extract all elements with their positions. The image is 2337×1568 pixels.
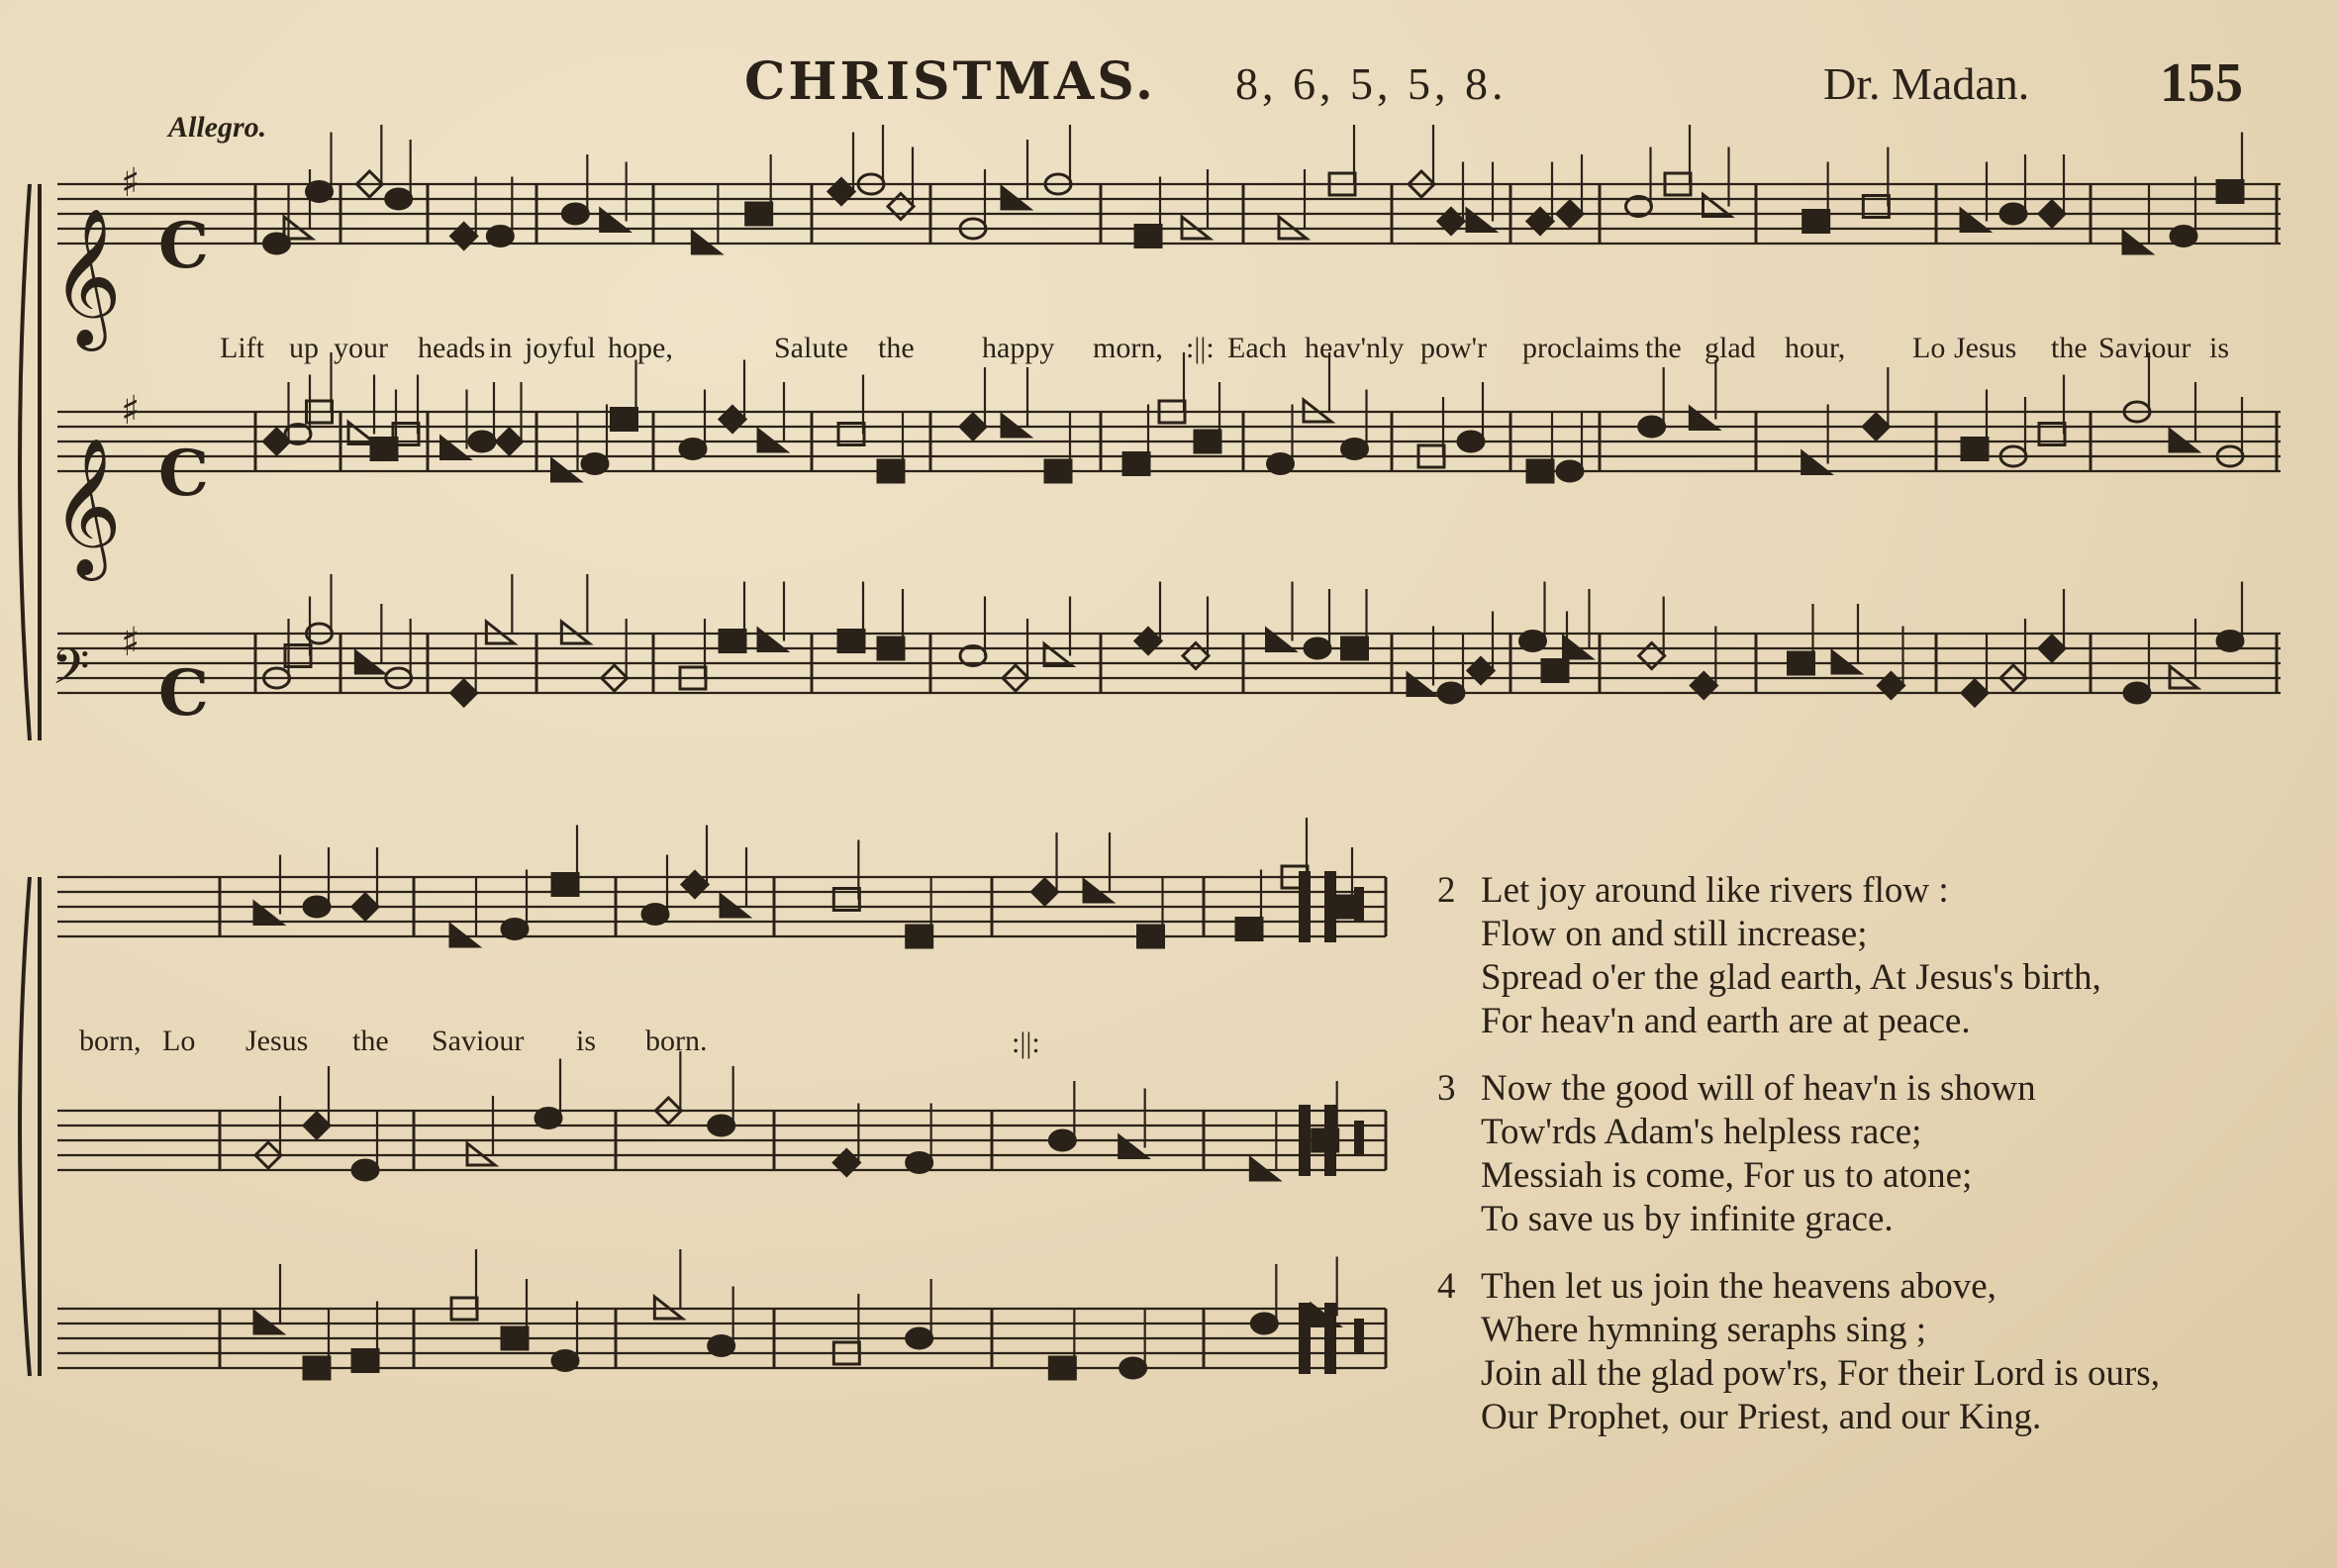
lyric-word: Lift bbox=[220, 332, 264, 364]
square-note bbox=[552, 874, 578, 896]
stanza-number: 3 bbox=[1437, 1068, 1456, 1109]
round-note bbox=[2217, 632, 2243, 651]
lyric-word: Each bbox=[1227, 332, 1287, 364]
treble-clef-icon: 𝄞 bbox=[51, 208, 122, 345]
round-note bbox=[907, 1328, 932, 1348]
stanza-line: Where hymning seraphs sing ; bbox=[1481, 1310, 1927, 1350]
diamond-note bbox=[960, 414, 986, 440]
diamond-note bbox=[497, 429, 523, 454]
hymn-meter: 8, 6, 5, 5, 8. bbox=[1235, 58, 1508, 109]
round-note bbox=[1342, 440, 1368, 459]
hymn-composer: Dr. Madan. bbox=[1823, 58, 2030, 109]
lyric-word: pow'r bbox=[1420, 332, 1488, 364]
lyric-word: Jesus bbox=[1954, 332, 2017, 364]
square-note bbox=[907, 926, 932, 947]
lyric-word: Lo bbox=[162, 1025, 196, 1057]
square-note bbox=[1342, 637, 1368, 659]
stanza-line: Spread o'er the glad earth, At Jesus's birth, bbox=[1481, 957, 2101, 998]
triangle-note bbox=[1267, 630, 1295, 651]
lyric-word: is bbox=[2209, 332, 2230, 364]
round-note bbox=[352, 1160, 378, 1180]
square-note bbox=[1138, 926, 1164, 947]
lyric-word: Saviour bbox=[432, 1025, 525, 1057]
square-note bbox=[2217, 181, 2243, 203]
round-note bbox=[680, 440, 706, 459]
square-note bbox=[1135, 226, 1161, 247]
common-time-icon: C bbox=[158, 437, 209, 511]
triangle-note bbox=[601, 210, 629, 232]
diamond-note bbox=[1557, 201, 1583, 227]
square-note bbox=[1195, 431, 1220, 452]
diamond-note bbox=[1032, 879, 1058, 905]
diamond-note bbox=[451, 680, 477, 706]
square-note bbox=[1542, 660, 1568, 682]
diamond-note bbox=[828, 179, 854, 205]
diamond-note bbox=[451, 224, 477, 249]
square-note bbox=[746, 203, 772, 225]
final-barline bbox=[1354, 887, 1364, 923]
triangle-note bbox=[1961, 210, 1989, 232]
round-note bbox=[386, 189, 412, 209]
square-note bbox=[352, 1350, 378, 1372]
lyric-word: the bbox=[1645, 332, 1682, 364]
diamond-note bbox=[720, 407, 745, 433]
final-barline bbox=[1354, 1319, 1364, 1354]
common-time-icon: C bbox=[158, 209, 209, 283]
diamond-note bbox=[1527, 209, 1553, 235]
stanza-number: 4 bbox=[1437, 1266, 1456, 1307]
round-note bbox=[502, 920, 528, 939]
diamond-note bbox=[1183, 643, 1209, 669]
stanza-line: Messiah is come, For us to atone; bbox=[1481, 1155, 1973, 1196]
lyric-word: morn, bbox=[1093, 332, 1163, 364]
sharp-icon: ♯ bbox=[121, 160, 141, 206]
diamond-note bbox=[1879, 673, 1904, 699]
round-note bbox=[307, 182, 333, 202]
stanza-line: Then let us join the heavens above, bbox=[1481, 1266, 1996, 1307]
lyric-word: hour, bbox=[1785, 332, 1846, 364]
brace-icon bbox=[20, 184, 30, 740]
round-note bbox=[582, 454, 608, 474]
round-note bbox=[1305, 638, 1330, 658]
square-note bbox=[502, 1327, 528, 1349]
hymn-title: CHRISTMAS. bbox=[744, 51, 1157, 112]
lyric-word: is bbox=[576, 1025, 597, 1057]
diamond-note bbox=[1863, 414, 1889, 440]
round-note bbox=[304, 897, 330, 917]
square-note bbox=[1789, 652, 1814, 674]
round-note bbox=[264, 234, 290, 253]
triangle-note bbox=[758, 630, 786, 651]
page-number: 155 bbox=[2160, 52, 2243, 114]
round-note bbox=[1458, 432, 1484, 451]
stanza-line: Tow'rds Adam's helpless race; bbox=[1481, 1112, 1922, 1152]
square-note bbox=[1803, 211, 1829, 233]
round-note bbox=[1639, 417, 1665, 437]
round-note bbox=[1049, 1130, 1075, 1150]
stanza-line: Let joy around like rivers flow : bbox=[1481, 870, 1949, 911]
lyric-word: in bbox=[489, 332, 513, 364]
diamond-note bbox=[2039, 636, 2065, 661]
lyric-word: heads bbox=[418, 332, 486, 364]
lyric-word: born, bbox=[79, 1025, 142, 1057]
brace-icon bbox=[20, 877, 30, 1376]
final-barline bbox=[1324, 1303, 1336, 1374]
triangle-note bbox=[1120, 1136, 1147, 1158]
diamond-note bbox=[2039, 201, 2065, 227]
diamond-note bbox=[833, 1150, 859, 1176]
diamond-note bbox=[682, 872, 708, 898]
lyric-word: Jesus bbox=[245, 1025, 309, 1057]
round-note bbox=[1557, 461, 1583, 481]
diamond-note bbox=[1438, 209, 1464, 235]
diamond-note bbox=[1468, 658, 1494, 684]
stanza-line: Join all the glad pow'rs, For their Lord is ours, bbox=[1481, 1353, 2160, 1394]
round-note bbox=[1251, 1314, 1277, 1333]
round-note bbox=[552, 1351, 578, 1371]
triangle-note bbox=[1467, 210, 1495, 232]
square-note bbox=[838, 631, 864, 652]
round-note bbox=[1268, 454, 1294, 474]
lyric-word: joyful bbox=[525, 332, 596, 364]
square-note bbox=[878, 637, 904, 659]
round-note bbox=[536, 1109, 561, 1128]
square-note bbox=[878, 460, 904, 482]
lyric-word: your bbox=[334, 332, 388, 364]
lyric-word: up bbox=[289, 332, 319, 364]
stanza-line: Our Prophet, our Priest, and our King. bbox=[1481, 1397, 2042, 1437]
final-barline bbox=[1299, 1303, 1311, 1374]
lyric-word: the bbox=[878, 332, 915, 364]
stanza-line: For heav'n and earth are at peace. bbox=[1481, 1001, 1971, 1041]
diamond-note bbox=[352, 894, 378, 920]
round-note bbox=[709, 1336, 734, 1356]
square-note bbox=[304, 1357, 330, 1379]
final-barline bbox=[1324, 871, 1336, 942]
diamond-note bbox=[1962, 680, 1988, 706]
round-note bbox=[709, 1116, 734, 1135]
square-note bbox=[1236, 919, 1262, 940]
diamond-note bbox=[1135, 629, 1161, 654]
triangle-note bbox=[254, 903, 282, 925]
diamond-note bbox=[888, 194, 914, 220]
stanza-number: 2 bbox=[1437, 870, 1456, 911]
square-note bbox=[1527, 460, 1553, 482]
triangle-note bbox=[1802, 452, 1830, 474]
lyric-word: the bbox=[352, 1025, 389, 1057]
round-note bbox=[2124, 683, 2150, 703]
stanza-line: To save us by infinite grace. bbox=[1481, 1199, 1894, 1239]
lyric-word: Salute bbox=[774, 332, 848, 364]
lyric-word: Lo bbox=[1912, 332, 1946, 364]
bass-clef-icon: 𝄢 bbox=[51, 638, 90, 708]
treble-clef-icon: 𝄞 bbox=[51, 438, 122, 575]
diamond-note bbox=[1639, 643, 1665, 669]
lyric-word: proclaims bbox=[1522, 332, 1640, 364]
round-note bbox=[2000, 204, 2026, 224]
square-note bbox=[720, 631, 745, 652]
tempo-marking: Allegro. bbox=[168, 111, 267, 144]
stanza-line: Flow on and still increase; bbox=[1481, 914, 1868, 954]
final-barline bbox=[1299, 1105, 1311, 1176]
round-note bbox=[2171, 227, 2196, 246]
stanza-line: Now the good will of heav'n is shown bbox=[1481, 1068, 2036, 1109]
square-note bbox=[1045, 460, 1071, 482]
repeat-mark: :||: bbox=[1012, 1027, 1040, 1059]
lyric-word: born. bbox=[645, 1025, 708, 1057]
lyric-word: hope, bbox=[608, 332, 673, 364]
sharp-icon: ♯ bbox=[121, 620, 141, 665]
diamond-note bbox=[1691, 673, 1716, 699]
lyric-word: glad bbox=[1704, 332, 1756, 364]
diamond-note bbox=[304, 1113, 330, 1138]
sharp-icon: ♯ bbox=[121, 388, 141, 434]
square-note bbox=[1049, 1357, 1075, 1379]
lyric-word: Saviour bbox=[2098, 332, 2191, 364]
lyric-word: :||: bbox=[1186, 332, 1215, 364]
lyric-word: happy bbox=[982, 332, 1055, 364]
round-note bbox=[907, 1153, 932, 1173]
square-note bbox=[612, 409, 637, 431]
lyric-word: heav'nly bbox=[1305, 332, 1405, 364]
round-note bbox=[642, 905, 668, 925]
round-note bbox=[1438, 683, 1464, 703]
triangle-note bbox=[1690, 408, 1717, 430]
square-note bbox=[1123, 453, 1149, 475]
round-note bbox=[487, 227, 513, 246]
triangle-note bbox=[1408, 674, 1435, 696]
final-barline bbox=[1354, 1121, 1364, 1156]
common-time-icon: C bbox=[158, 656, 209, 731]
lyric-word: the bbox=[2051, 332, 2088, 364]
square-note bbox=[1962, 439, 1988, 460]
triangle-note bbox=[441, 438, 469, 459]
round-note bbox=[562, 204, 588, 224]
final-barline bbox=[1299, 871, 1311, 942]
round-note bbox=[1520, 632, 1546, 651]
round-note bbox=[469, 432, 495, 451]
round-note bbox=[1120, 1358, 1146, 1378]
final-barline bbox=[1324, 1105, 1336, 1176]
